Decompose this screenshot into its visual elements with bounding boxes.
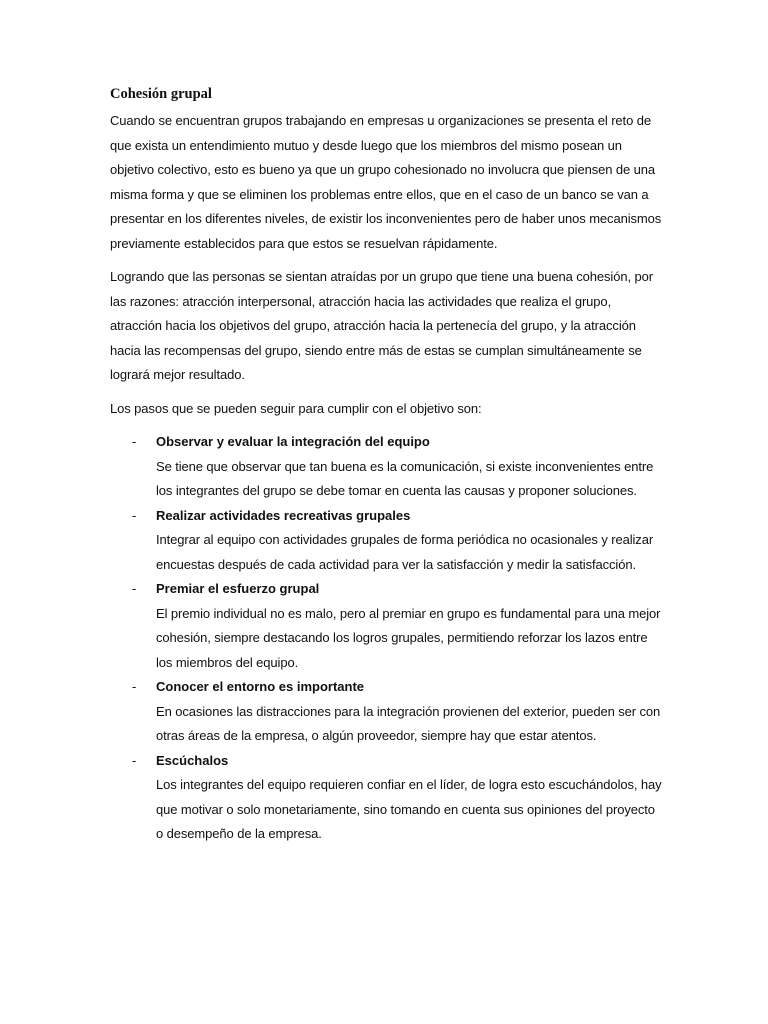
paragraph-steps-intro: Los pasos que se pueden seguir para cumplir con el objetivo son: bbox=[110, 400, 482, 416]
steps-list bbox=[110, 430, 662, 847]
document-title: Cohesión grupal bbox=[110, 86, 212, 102]
bullet-dash: - bbox=[132, 581, 137, 596]
step-title: Conocer el entorno es importante bbox=[156, 679, 365, 694]
step-title: Premiar el esfuerzo grupal bbox=[156, 581, 320, 596]
step-text: Se tiene que observar que tan buena es la comunicación, si existe inconvenientes entre los integrantes del grupo se debe tomar en cuenta las causas y proponer soluciones. bbox=[156, 458, 654, 498]
step-title: Observar y evaluar la integración del equipo bbox=[156, 434, 430, 449]
paragraph-intro: Cuando se encuentran grupos trabajando en empresas u organizaciones se presenta el reto de que exista un entendimiento mutuo y desde luego que los miembros del mismo posean un objetivo colectivo, esto es bueno ya que un grupo cohesionado no involucra que piensen de una misma forma y que se eliminen los problemas entre ellos, que en el caso de un banco se van a presentar en los diferentes niveles, de existir los inconvenientes pero de haber unos mecanismos previamente establecidos para que estos se resuelvan rápidamente. bbox=[110, 113, 662, 251]
step-title: Escúchalos bbox=[156, 752, 229, 768]
list-item bbox=[110, 577, 662, 675]
list-item bbox=[110, 504, 662, 578]
step-text: El premio individual no es malo, pero al premiar en grupo es fundamental para una mejor cohesión, siempre destacando los logros grupales, permitiendo reforzar los lazos entre los miembros del equipo. bbox=[156, 605, 661, 670]
list-item bbox=[110, 749, 662, 847]
bullet-dash: - bbox=[132, 434, 137, 449]
bullet-dash: - bbox=[132, 752, 137, 768]
bullet-dash: - bbox=[132, 679, 137, 694]
list-item bbox=[110, 675, 662, 749]
step-text: En ocasiones las distracciones para la integración provienen del exterior, pueden ser con otras áreas de la empresa, o algún proveedor, siempre hay que estar atentos. bbox=[156, 703, 661, 743]
step-text: Los integrantes del equipo requieren confiar en el líder, de logra esto escuchándolos, hay que motivar o solo monetariamente, sino tomando en cuenta sus opiniones del proyecto o desempeño de la empresa. bbox=[156, 777, 662, 841]
step-text: Integrar al equipo con actividades grupales de forma periódica no ocasionales y realizar encuestas después de cada actividad para ver la satisfacción y medir la satisfacción. bbox=[156, 532, 654, 572]
paragraph-attraction: Logrando que las personas se sientan atraídas por un grupo que tiene una buena cohesión, por las razones: atracción interpersonal, atracción hacia las actividades que realiza el grupo, atracción hacia los objetivos del grupo, atracción hacia la pertenecía del grupo, y la atracción hacia las recompensas del grupo, siendo entre más de estas se cumplan simultáneamente se logrará mejor resultado. bbox=[110, 269, 653, 382]
list-item bbox=[110, 430, 662, 504]
step-title: Realizar actividades recreativas grupales bbox=[156, 507, 411, 523]
bullet-dash: - bbox=[132, 507, 137, 523]
document-body bbox=[110, 84, 662, 847]
